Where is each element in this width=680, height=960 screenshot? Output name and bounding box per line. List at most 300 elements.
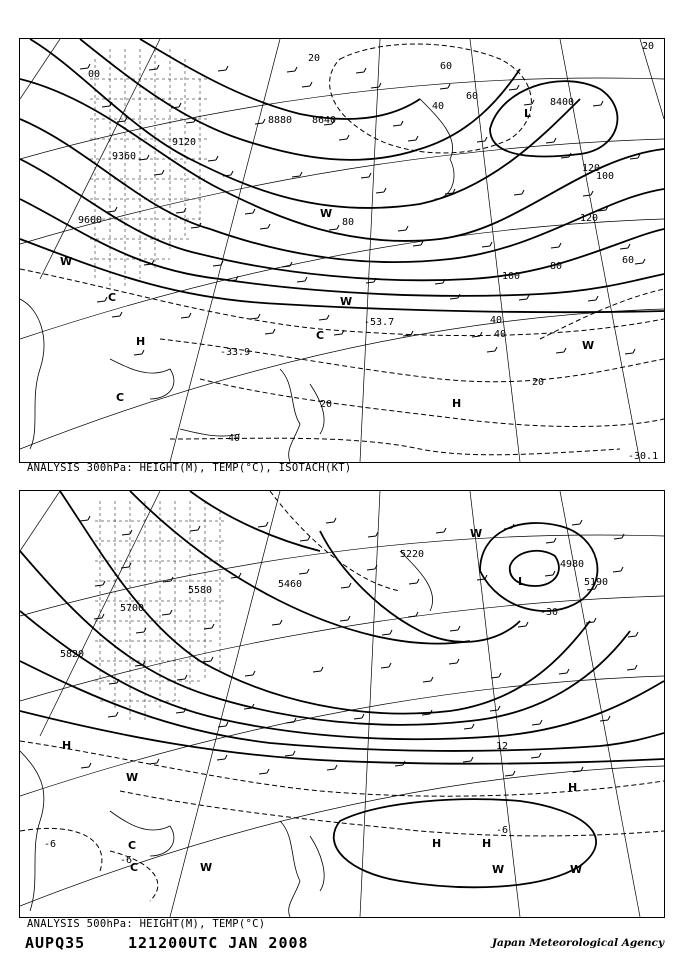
wind-barb — [518, 626, 526, 627]
wind-barb — [408, 140, 416, 141]
wind-barb — [112, 316, 120, 317]
wind-barb — [531, 757, 539, 758]
chart-500hpa — [19, 490, 665, 918]
height-label: 8400 — [550, 97, 575, 108]
wind-barb — [413, 245, 421, 246]
wind-barb-flag — [337, 225, 339, 229]
wind-barb — [163, 581, 171, 582]
wind-barb-flag — [290, 262, 292, 266]
wind-barb-flag — [379, 83, 381, 87]
wind-barb-flag — [608, 716, 610, 720]
wind-barb-flag — [369, 173, 371, 177]
wind-barb — [477, 579, 485, 580]
wind-barb-flag — [263, 119, 265, 123]
wind-barb — [514, 194, 522, 195]
wind-barb-flag — [308, 536, 310, 540]
pressure-center: W — [126, 771, 139, 784]
temp-label: -30.1 — [628, 451, 659, 462]
wind-barb-flag — [89, 763, 91, 767]
wind-barb-flag — [559, 243, 561, 247]
temp-label: -53.7 — [364, 317, 395, 328]
wind-barb — [381, 667, 389, 668]
wind-barb — [258, 526, 266, 527]
pressure-center: H — [482, 837, 492, 850]
wind-barb — [292, 176, 300, 177]
wind-barb-flag — [348, 616, 350, 620]
wind-barb — [532, 724, 540, 725]
wind-barb-flag — [471, 757, 473, 761]
wind-barb — [361, 177, 369, 178]
wind-barb — [297, 281, 305, 282]
wind-barb-flag — [567, 669, 569, 673]
wind-barb — [559, 673, 567, 674]
temp-label: -33.9 — [220, 347, 251, 358]
wind-barb — [625, 353, 633, 354]
wind-barb-flag — [643, 259, 645, 263]
height-label: 5700 — [120, 603, 145, 614]
wind-barb — [340, 620, 348, 621]
wind-barb-flag — [120, 312, 122, 316]
wind-barb — [217, 759, 225, 760]
isotach-label: 20 — [642, 41, 655, 52]
isotach-label: 20 — [320, 399, 333, 410]
wind-barb-flag — [143, 661, 145, 665]
isotach-label: 40 — [494, 329, 507, 340]
wind-barb — [260, 228, 268, 229]
height-label: 5190 — [584, 577, 609, 588]
wind-barb — [255, 123, 263, 124]
wind-barb-flag — [539, 753, 541, 757]
pressure-center: H — [432, 837, 442, 850]
pressure-center: C — [130, 861, 139, 874]
wind-barb-flag — [147, 155, 149, 159]
wind-barb-flag — [554, 538, 556, 542]
wind-barb-flag — [416, 136, 418, 140]
wind-barb-flag — [636, 632, 638, 636]
wind-barb-flag — [553, 571, 555, 575]
wind-barb-flag — [280, 620, 282, 624]
isotherm-label: 12 — [496, 741, 509, 752]
wind-barb-flag — [485, 575, 487, 579]
isotach-label: 00 — [88, 69, 101, 80]
wind-barb — [524, 104, 532, 105]
wind-barb — [191, 227, 199, 228]
height-label: 9120 — [172, 137, 197, 148]
wind-barb — [97, 301, 105, 302]
wind-barb-flag — [305, 277, 307, 281]
wind-barb — [341, 587, 349, 588]
wind-barb-flag — [517, 85, 519, 89]
pressure-center: W — [200, 861, 213, 874]
isotach-label: 60 — [466, 91, 479, 102]
wind-barb — [108, 716, 116, 717]
wind-barb-flag — [522, 190, 524, 194]
wind-barb — [300, 540, 308, 541]
isotach-label: 40 — [490, 315, 503, 326]
wind-barb-flag — [88, 516, 90, 520]
wind-barb — [382, 634, 390, 635]
wind-barb — [286, 722, 294, 723]
wind-barb — [144, 264, 152, 265]
pressure-center: C — [316, 329, 325, 342]
wind-barb — [620, 248, 628, 249]
wind-barb — [190, 530, 198, 531]
wind-barb — [285, 755, 293, 756]
wind-barb — [218, 70, 226, 71]
wind-barb — [102, 106, 110, 107]
wind-barb — [265, 333, 273, 334]
wind-barb-flag — [293, 751, 295, 755]
wind-barb — [334, 334, 342, 335]
wind-barb-flag — [526, 622, 528, 626]
wind-barb-flag — [401, 121, 403, 125]
isotach-label: 80 — [550, 261, 563, 272]
wind-barb-flag — [321, 667, 323, 671]
wind-barb-flag — [253, 209, 255, 213]
wind-barb — [450, 298, 458, 299]
pressure-center: L — [518, 575, 526, 588]
wind-barb-flag — [225, 755, 227, 759]
wind-barb-flag — [417, 579, 419, 583]
wind-barb — [409, 583, 417, 584]
wind-barb-flag — [179, 103, 181, 107]
wind-barb — [477, 141, 485, 142]
wind-barb — [505, 775, 513, 776]
wind-barb-flag — [540, 720, 542, 724]
wind-barb — [376, 192, 384, 193]
wind-barb-flag — [364, 68, 366, 72]
wind-barb-flag — [485, 137, 487, 141]
wind-barb — [134, 354, 142, 355]
wind-barb — [244, 708, 252, 709]
wind-barb — [327, 769, 335, 770]
wind-barb — [366, 282, 374, 283]
wind-barb — [313, 671, 321, 672]
chart-300hpa — [19, 38, 665, 463]
wind-barb — [398, 230, 406, 231]
wind-barb — [600, 720, 608, 721]
wind-barb-flag — [295, 67, 297, 71]
pressure-center: H — [568, 781, 578, 794]
wind-barb — [162, 614, 170, 615]
wind-barb — [509, 89, 517, 90]
wind-barb — [299, 573, 307, 574]
wind-barb-flag — [628, 244, 630, 248]
wind-barb-flag — [300, 172, 302, 176]
wind-barb-flag — [416, 612, 418, 616]
wind-barb-flag — [448, 84, 450, 88]
isotherm-contours — [20, 491, 664, 901]
wind-barb — [490, 710, 498, 711]
wind-barb-flag — [633, 349, 635, 353]
wind-barb-flag — [406, 226, 408, 230]
pressure-center: W — [60, 255, 73, 268]
height-label: 8880 — [268, 115, 293, 126]
isotach-label: 60 — [440, 61, 453, 72]
wind-barb-flag — [307, 569, 309, 573]
isotherm-label: -6 — [120, 855, 133, 866]
wind-barb-flag — [115, 207, 117, 211]
product-code: AUPQ35 — [25, 934, 86, 952]
wind-barb — [136, 632, 144, 633]
height-contours — [20, 491, 664, 887]
isotherm-label: -6 — [44, 839, 57, 850]
wind-barb-flag — [591, 191, 593, 195]
wind-barb — [587, 589, 595, 590]
wind-barb-flag — [513, 771, 515, 775]
wind-barb-flag — [554, 138, 556, 142]
wind-barb-flag — [622, 534, 624, 538]
wind-barb — [186, 122, 194, 123]
pressure-center: C — [128, 839, 137, 852]
wind-barb — [302, 86, 310, 87]
wind-barb — [208, 160, 216, 161]
wind-barb-flag — [142, 350, 144, 354]
pressure-center: W — [570, 863, 583, 876]
wind-barb — [436, 532, 444, 533]
height-label: 9360 — [112, 151, 137, 162]
wind-barb — [613, 571, 621, 572]
wind-barb — [395, 765, 403, 766]
wind-barb-flag — [189, 313, 191, 317]
wind-barb-flag — [458, 626, 460, 630]
wind-barb-flag — [105, 297, 107, 301]
wind-barb — [245, 213, 253, 214]
map-300hpa — [20, 39, 664, 462]
wind-barb-flag — [310, 82, 312, 86]
wind-barb — [450, 630, 458, 631]
height-label: 5820 — [60, 649, 85, 660]
isotherm-label: -30 — [540, 607, 559, 618]
wind-barb — [80, 68, 88, 69]
wind-barb-flag — [103, 581, 105, 585]
wind-barb-flag — [390, 630, 392, 634]
wind-barb-flag — [564, 348, 566, 352]
pressure-center: H — [62, 739, 72, 752]
wind-barb-flag — [130, 530, 132, 534]
wind-barb — [423, 681, 431, 682]
wind-barb-flag — [226, 66, 228, 70]
wind-barb-flag — [236, 276, 238, 280]
wind-barb-flag — [88, 64, 90, 68]
wind-barb — [463, 761, 471, 762]
pressure-center: H — [452, 397, 462, 410]
wind-barb — [556, 352, 564, 353]
wind-barb-flag — [273, 329, 275, 333]
wind-barb — [504, 528, 512, 529]
wind-barb — [422, 714, 430, 715]
wind-barb-flag — [532, 100, 534, 104]
wind-barb-flag — [499, 673, 501, 677]
height-label: 5580 — [188, 585, 213, 596]
pressure-center: C — [108, 291, 117, 304]
wind-barb-flag — [498, 706, 500, 710]
wind-barb — [117, 121, 125, 122]
wind-barb — [354, 718, 362, 719]
wind-barb — [122, 534, 130, 535]
caption-500hpa: ANALYSIS 500hPa: HEIGHT(M), TEMP(°C) — [27, 918, 266, 930]
pressure-center: W — [582, 339, 595, 352]
height-label: 8640 — [312, 115, 337, 126]
wind-barb — [107, 211, 115, 212]
wind-barb — [154, 174, 162, 175]
isotach-label: 20 — [532, 377, 545, 388]
wind-barb-flag — [594, 618, 596, 622]
wind-barb — [259, 773, 267, 774]
wind-barb — [435, 283, 443, 284]
wind-barb — [393, 125, 401, 126]
wind-barb-flag — [211, 657, 213, 661]
wind-barb-flag — [389, 663, 391, 667]
pressure-center: W — [492, 863, 505, 876]
wind-barb-flag — [635, 665, 637, 669]
isotherm-label: -6 — [496, 825, 509, 836]
wind-barb-flag — [349, 583, 351, 587]
wind-barb — [464, 728, 472, 729]
wind-barb — [614, 538, 622, 539]
wind-barb — [546, 542, 554, 543]
wind-barb — [95, 585, 103, 586]
wind-barb — [630, 158, 638, 159]
wind-barb-flag — [384, 188, 386, 192]
wind-barb — [586, 622, 594, 623]
wind-barb-flag — [162, 170, 164, 174]
wind-barb-flag — [267, 769, 269, 773]
wind-barb — [482, 246, 490, 247]
wind-barb — [149, 763, 157, 764]
wind-barb — [176, 712, 184, 713]
wind-barb-flag — [472, 724, 474, 728]
wind-barb-flag — [490, 242, 492, 246]
wind-barb — [80, 520, 88, 521]
wind-barb — [245, 675, 253, 676]
wind-barb-flag — [157, 759, 159, 763]
wind-barb — [545, 575, 553, 576]
height-label: 4980 — [560, 559, 585, 570]
wind-barb — [287, 71, 295, 72]
hatch-area — [95, 501, 225, 721]
wind-barb — [635, 263, 643, 264]
height-label: 5460 — [278, 579, 303, 590]
wind-barb — [177, 679, 185, 680]
wind-barb — [627, 669, 635, 670]
wind-barb — [561, 157, 569, 158]
wind-barb-flag — [457, 659, 459, 663]
wind-barb-flag — [157, 65, 159, 69]
wind-barb — [213, 265, 221, 266]
pressure-center: H — [136, 335, 146, 348]
wind-barb — [181, 317, 189, 318]
wind-barb-flag — [266, 522, 268, 526]
wind-barb — [339, 139, 347, 140]
wind-barb — [593, 105, 601, 106]
caption-300hpa: ANALYSIS 300hPa: HEIGHT(M), TEMP(°C), ISOTACH(KT) — [27, 462, 352, 474]
wind-barb — [368, 536, 376, 537]
wind-barb — [403, 335, 411, 336]
wind-barb-flag — [212, 624, 214, 628]
wind-barb — [356, 72, 364, 73]
wind-barb-flag — [362, 714, 364, 718]
isotach-label: 120 — [580, 213, 599, 224]
wind-barb-flag — [601, 101, 603, 105]
wind-barb — [176, 212, 184, 213]
height-label: 9600 — [78, 215, 103, 226]
wind-barb — [572, 524, 580, 525]
wind-barb — [472, 336, 480, 337]
wind-barb — [149, 69, 157, 70]
agency-name: Japan Meteorological Agency — [492, 937, 665, 949]
wind-barb-flag — [444, 528, 446, 532]
pressure-center: C — [116, 391, 125, 404]
wind-barb — [487, 351, 495, 352]
pressure-center: W — [340, 295, 353, 308]
wind-barb — [449, 663, 457, 664]
wind-barb — [272, 624, 280, 625]
wind-barb-flag — [216, 156, 218, 160]
isotach-label: 20 — [308, 53, 321, 64]
wind-barb — [551, 247, 559, 248]
isotach-label: 40 — [228, 433, 241, 444]
isotach-label: 100 — [596, 171, 615, 182]
wind-barb-flag — [347, 135, 349, 139]
wind-barb — [282, 266, 290, 267]
wind-barb — [628, 636, 636, 637]
isotach-label: 80 — [342, 217, 355, 228]
wind-barb — [319, 319, 327, 320]
wind-barb — [94, 618, 102, 619]
wind-barb-flag — [198, 526, 200, 530]
wind-barb-flag — [431, 677, 433, 681]
isotach-label: 40 — [432, 101, 445, 112]
pressure-center: W — [470, 527, 483, 540]
wind-barb — [109, 683, 117, 684]
wind-barb-flag — [258, 314, 260, 318]
wind-barb-flag — [268, 224, 270, 228]
wind-barb-flag — [411, 331, 413, 335]
wind-barb — [588, 300, 596, 301]
wind-barb-flag — [580, 520, 582, 524]
isotach-label: 100 — [502, 271, 521, 282]
wind-barb-flag — [527, 295, 529, 299]
isotach-label: 60 — [622, 255, 635, 266]
wind-barb-flag — [495, 347, 497, 351]
wind-barb-flag — [327, 315, 329, 319]
wind-barb — [81, 767, 89, 768]
wind-barb-flag — [231, 171, 233, 175]
wind-barb-flag — [239, 573, 241, 577]
wind-barb — [367, 569, 375, 570]
wind-barb — [408, 616, 416, 617]
wind-barb-flag — [116, 712, 118, 716]
height-label: 5220 — [400, 549, 425, 560]
wind-barb — [329, 229, 337, 230]
pressure-center: W — [320, 207, 333, 220]
wind-barb — [546, 142, 554, 143]
wind-barb — [440, 88, 448, 89]
map-500hpa — [20, 491, 664, 917]
wind-barb-flag — [152, 260, 154, 264]
wind-barb — [121, 567, 129, 568]
wind-barb-flag — [170, 610, 172, 614]
wind-barb-flag — [335, 765, 337, 769]
wind-barb — [519, 299, 527, 300]
isotach-label: 120 — [582, 163, 601, 174]
wind-barb-flag — [226, 722, 228, 726]
pressure-center: L — [524, 107, 532, 120]
wind-barb-flag — [621, 567, 623, 571]
wind-barb — [326, 522, 334, 523]
wind-barb-flag — [185, 675, 187, 679]
